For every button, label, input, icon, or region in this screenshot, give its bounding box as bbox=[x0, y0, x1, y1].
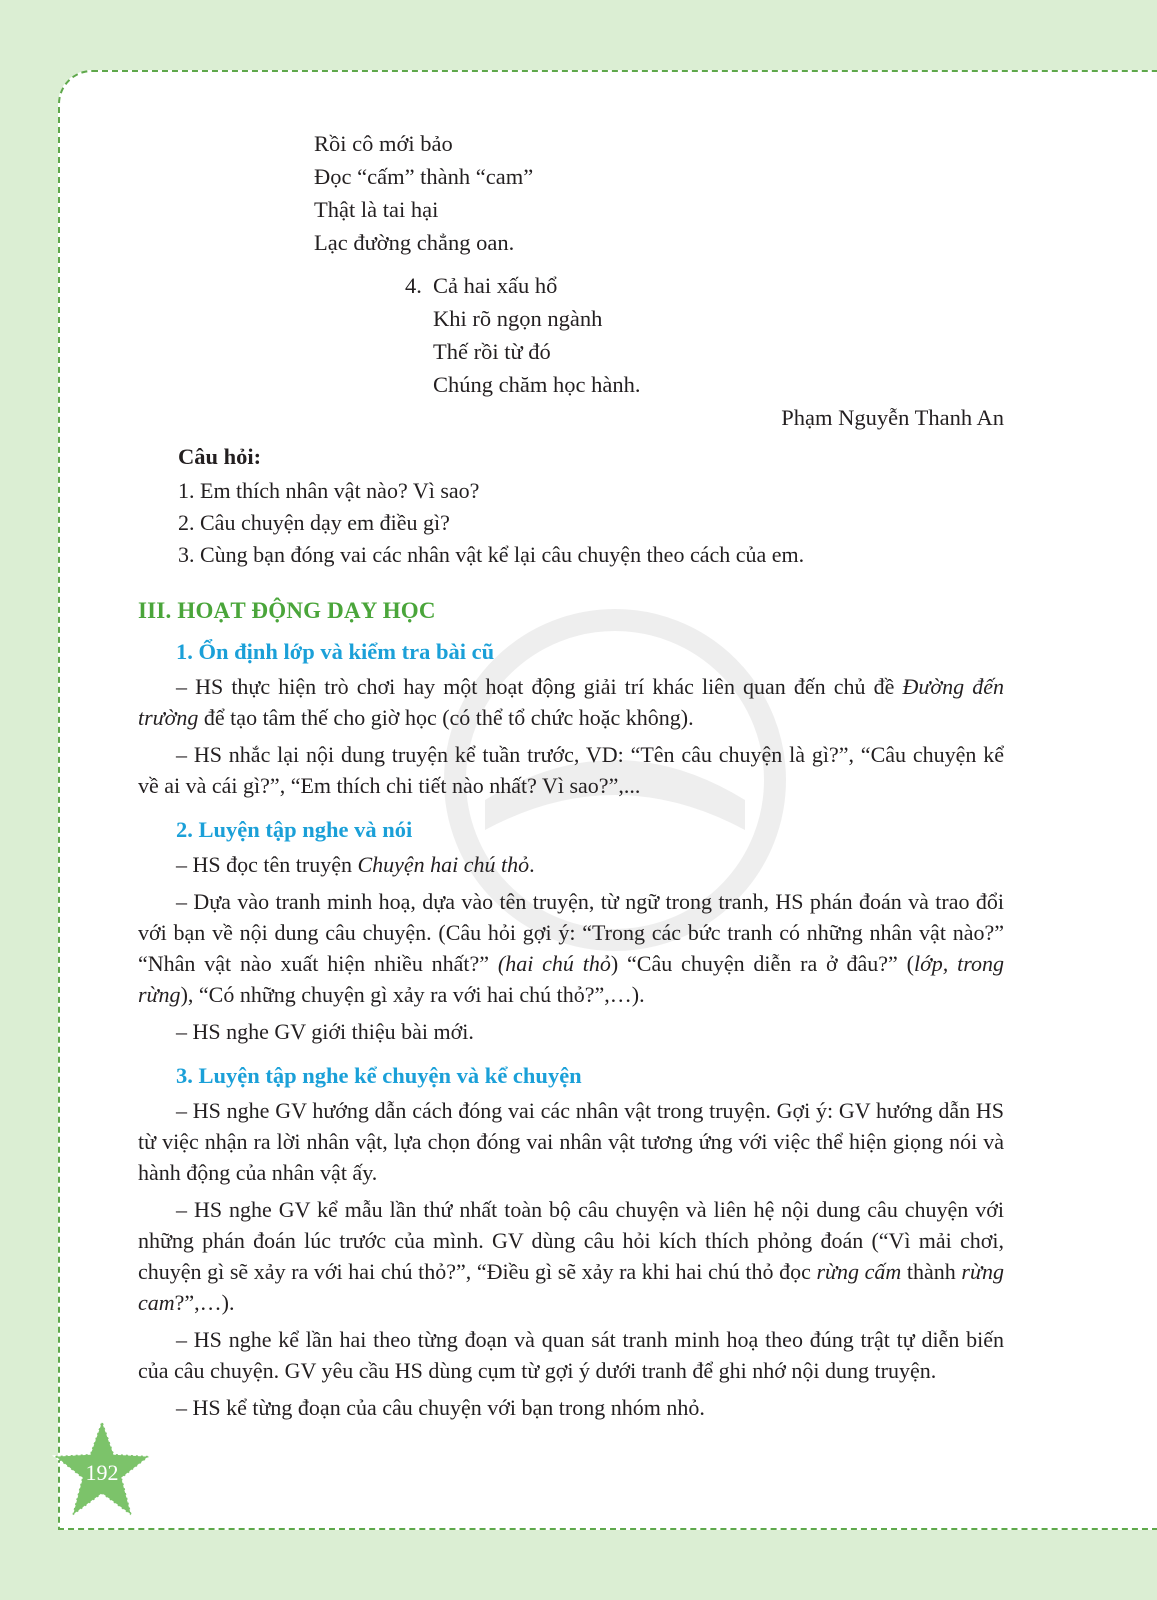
poem-stanza-3 bbox=[314, 127, 1157, 259]
section-heading: III. HOẠT ĐỘNG DẠY HỌC bbox=[138, 598, 436, 623]
paragraph bbox=[138, 849, 1004, 880]
text-run: ) “Câu chuyện diễn ra ở đâu?” ( bbox=[610, 951, 914, 976]
question-item: 1. Em thích nhân vật nào? Vì sao? bbox=[178, 478, 480, 503]
text-run: để tạo tâm thế cho giờ học (có thể tổ chức hoặc không). bbox=[198, 705, 694, 730]
italic-run: lớp, trong rừng bbox=[138, 951, 1004, 1007]
paragraph: – HS nghe kể lần hai theo từng đoạn và quan sát tranh minh hoạ theo đúng trật tự diễn biến của câu chuyện. GV yêu cầu HS dùng cụm từ gợi ý dưới tranh để ghi nhớ nội dung truyện. bbox=[138, 1327, 1004, 1383]
italic-run: rừng cam bbox=[138, 1259, 1004, 1315]
text-run: ?”,…). bbox=[174, 1290, 235, 1315]
subsection-heading-2: 2. Luyện tập nghe và nói bbox=[176, 817, 413, 842]
paragraph: – HS nghe GV hướng dẫn cách đóng vai các nhân vật trong truyện. Gợi ý: GV hướng dẫn HS từ việc nhận ra lời nhân vật, lựa chọn đóng vai nhân vật tương ứng với việc thể hiện giọng nói và hành động của nhân vật ấy. bbox=[138, 1098, 1004, 1185]
question-item: 3. Cùng bạn đóng vai các nhân vật kể lại câu chuyện theo cách của em. bbox=[178, 542, 805, 567]
italic-run: Chuyện hai chú thỏ bbox=[357, 852, 530, 877]
italic-run: Đường đến trường bbox=[138, 674, 1004, 730]
paragraph bbox=[138, 671, 1004, 733]
poem-author: Phạm Nguyễn Thanh An bbox=[781, 405, 1004, 430]
page-number-badge bbox=[50, 1418, 154, 1522]
poem-line: Chúng chăm học hành. bbox=[433, 372, 641, 397]
subsection-heading-3: 3. Luyện tập nghe kể chuyện và kể chuyện bbox=[176, 1063, 582, 1088]
poem-line: Thế rồi từ đó bbox=[433, 339, 551, 364]
poem-line: Khi rõ ngọn ngành bbox=[433, 306, 603, 331]
text-run: – HS thực hiện trò chơi hay một hoạt động giải trí khác liên quan đến chủ đề bbox=[176, 674, 903, 699]
text-run: – HS nghe GV kể mẫu lần thứ nhất toàn bộ câu chuyện và liên hệ nội dung câu chuyện với những phán đoán lúc trước của mình. GV dùng câu hỏi kích thích phỏng đoán (“Vì mải chơi, chuyện gì sẽ xảy ra với hai chú thỏ?”, “Điều gì sẽ xảy ra khi hai chú thỏ đọc bbox=[138, 1197, 1004, 1284]
poem-line bbox=[405, 269, 1157, 302]
text-run: thành bbox=[901, 1259, 962, 1284]
italic-run: (hai chú thỏ bbox=[497, 951, 611, 976]
stanza-number: 4. bbox=[405, 273, 422, 298]
poem-line: Đọc “cấm” thành “cam” bbox=[314, 164, 534, 189]
paragraph: – HS nghe GV giới thiệu bài mới. bbox=[176, 1019, 474, 1044]
italic-run: rừng cấm bbox=[816, 1259, 902, 1284]
poem-line: Rồi cô mới bảo bbox=[314, 131, 453, 156]
paragraph: – HS nhắc lại nội dung truyện kể tuần trước, VD: “Tên câu chuyện là gì?”, “Câu chuyện kể về ai và cái gì?”, “Em thích chi tiết nào nhất? Vì sao?”,... bbox=[138, 742, 1004, 798]
page-content bbox=[138, 127, 1157, 1429]
poem-line: Thật là tai hại bbox=[314, 197, 439, 222]
text-run: – HS đọc tên truyện bbox=[176, 852, 358, 877]
text-run: . bbox=[529, 852, 535, 877]
poem-stanza-4 bbox=[405, 269, 1157, 401]
poem-line-text: Cả hai xấu hổ bbox=[433, 273, 558, 298]
subsection-heading-1: 1. Ổn định lớp và kiểm tra bài cũ bbox=[176, 639, 495, 664]
text-run: – Dựa vào tranh minh hoạ, dựa vào tên truyện, từ ngữ trong tranh, HS phán đoán và trao đổi với bạn về nội dung câu chuyện. (Câu hỏi gợi ý: “Trong các bức tranh có những nhân vật nào?” “Nhân vật nào xuất hiện nhiều nhất?” bbox=[138, 889, 1004, 976]
question-item: 2. Câu chuyện dạy em điều gì? bbox=[178, 510, 450, 535]
text-run: ), “Có những chuyện gì xảy ra với hai chú thỏ?”,…). bbox=[180, 982, 645, 1007]
paragraph bbox=[138, 1194, 1004, 1318]
questions-title: Câu hỏi: bbox=[178, 444, 262, 469]
poem-line: Lạc đường chẳng oan. bbox=[314, 230, 515, 255]
paragraph bbox=[138, 886, 1004, 1010]
paragraph: – HS kể từng đoạn của câu chuyện với bạn trong nhóm nhỏ. bbox=[176, 1395, 705, 1420]
page-number: 192 bbox=[85, 1460, 119, 1485]
